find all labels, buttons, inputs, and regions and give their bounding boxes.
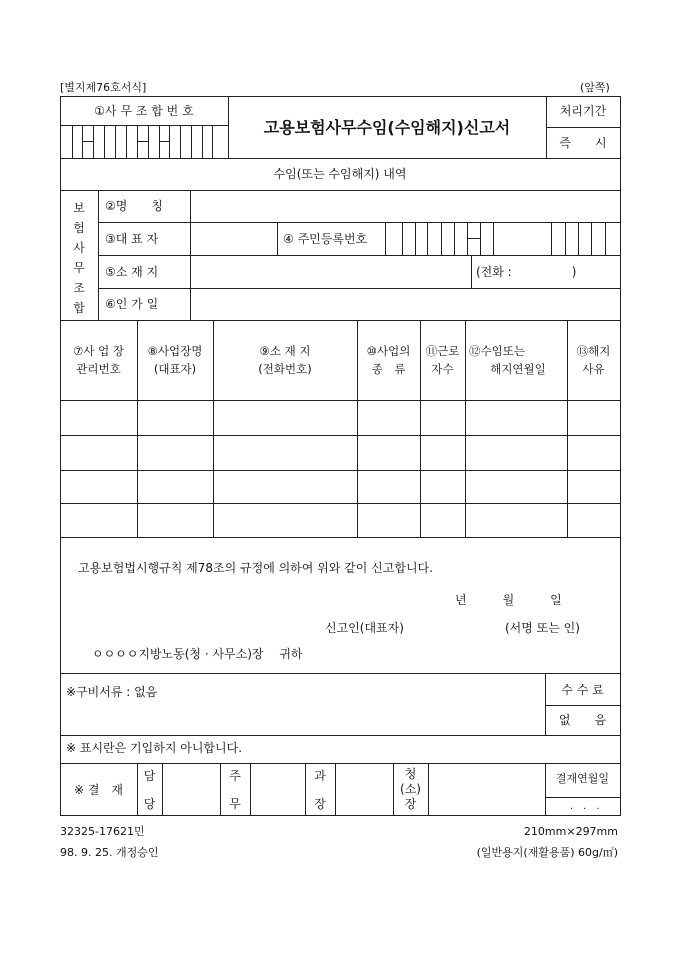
column-header: ⑬해지 (576, 344, 611, 358)
representative-label: ③대 표 자 (105, 232, 159, 246)
approver-title: 당 (143, 797, 156, 811)
declaration-text: 고용보험법시행규칙 제78조의 규정에 의하여 위와 같이 신고합니다. (78, 561, 433, 575)
table-cell[interactable] (61, 504, 136, 536)
table-cell[interactable] (358, 401, 419, 434)
column-header: 사유 (582, 362, 605, 376)
processing-period-label: 처리기간 (559, 104, 607, 118)
table-cell[interactable] (138, 401, 212, 434)
dash-separator (82, 141, 93, 142)
name-label: ②명 칭 (105, 199, 163, 213)
approver-title: (소) (400, 782, 421, 796)
dash-separator (467, 238, 480, 239)
approval-date-label: ⑥인 가 일 (105, 297, 159, 311)
signature-field[interactable]: (서명 또는 인) (505, 621, 580, 635)
fee-value: 없 음 (558, 713, 607, 727)
approver-title: 장 (404, 797, 417, 811)
table-cell[interactable] (568, 504, 619, 536)
signature-box[interactable] (251, 764, 304, 814)
table-cell[interactable] (214, 436, 356, 469)
union-label-char: 무 (73, 261, 85, 275)
notice-text: ※ 표시란은 기입하지 아니합니다. (66, 741, 243, 755)
required-docs: ※구비서류 : 없음 (66, 685, 158, 699)
table-cell[interactable] (61, 401, 136, 434)
table-cell[interactable] (568, 436, 619, 469)
approver-title: 무 (229, 797, 241, 811)
revision-approval: 98. 9. 25. 개정승인 (60, 846, 159, 859)
table-cell[interactable] (466, 471, 566, 502)
table-cell[interactable] (138, 504, 212, 536)
reporter-label: 신고인(대표자) (325, 621, 404, 635)
name-input[interactable] (191, 191, 619, 222)
table-cell[interactable] (214, 471, 356, 502)
union-label-char: 합 (73, 301, 85, 315)
union-label-char: 보 (73, 201, 85, 215)
approval-label: ※ 결 재 (73, 783, 124, 797)
signature-box[interactable] (429, 764, 544, 814)
table-cell[interactable] (421, 504, 464, 536)
table-cell[interactable] (358, 471, 419, 502)
union-label-char: 조 (73, 281, 85, 295)
table-cell[interactable] (421, 471, 464, 502)
page-side: (앞쪽) (580, 81, 610, 94)
column-header: ⑩사업의 (366, 344, 411, 358)
approval-date-input[interactable] (191, 289, 619, 320)
table-cell[interactable] (466, 436, 566, 469)
column-header: 자수 (431, 362, 454, 376)
fee-label: 수 수 료 (561, 683, 604, 697)
approval-date-value[interactable]: . . . (570, 801, 600, 812)
column-header: (전화번호) (258, 362, 312, 376)
table-cell[interactable] (214, 504, 356, 536)
table-cell[interactable] (568, 471, 619, 502)
union-label-char: 사 (73, 241, 85, 255)
paper-type: (일반용지(재활용품) 60g/㎡) (476, 846, 618, 859)
office-number-label: ①사 무 조 합 번 호 (94, 104, 194, 118)
approver-title: 장 (314, 797, 326, 811)
form-title: 고용보험사무수임(수임해지)신고서 (263, 118, 511, 137)
rrn-label: ④ 주민등록번호 (283, 232, 368, 246)
table-cell[interactable] (138, 471, 212, 502)
table-cell[interactable] (568, 401, 619, 434)
column-header: ⑨소 재 지 (259, 344, 311, 358)
column-header: 종 류 (371, 362, 406, 376)
form-id: [별지제76호서식] (60, 81, 147, 94)
form-code: 32325-17621민 (60, 825, 145, 838)
table-cell[interactable] (358, 436, 419, 469)
approval-date-label: 결재연월일 (555, 772, 610, 785)
approver-title: 담 (143, 769, 156, 783)
dash-separator (137, 141, 148, 142)
processing-period-value: 즉 시 (559, 136, 607, 150)
column-header: ⑪근로 (425, 344, 460, 358)
column-header: 관리번호 (76, 362, 121, 376)
address-label: ⑤소 재 지 (105, 265, 159, 279)
table-cell[interactable] (61, 471, 136, 502)
table-cell[interactable] (466, 504, 566, 536)
representative-input[interactable] (191, 223, 277, 255)
column-header: 해지연월일 (490, 362, 546, 376)
phone-field[interactable]: (전화 : ) (476, 265, 577, 279)
table-cell[interactable] (358, 504, 419, 536)
column-header: ⑧사업장명 (147, 344, 203, 358)
approver-title: 주 (229, 769, 241, 783)
approver-title: 과 (314, 769, 326, 783)
column-header: ⑦사 업 장 (73, 344, 124, 358)
approver-title: 청 (404, 767, 417, 781)
column-header: (대표자) (153, 362, 197, 376)
table-cell[interactable] (214, 401, 356, 434)
table-cell[interactable] (61, 436, 136, 469)
table-cell[interactable] (421, 436, 464, 469)
table-cell[interactable] (466, 401, 566, 434)
dash-separator (159, 141, 169, 142)
section-heading: 수임(또는 수임해지) 내역 (273, 167, 407, 181)
addressee: ㅇㅇㅇㅇ지방노동(청 · 사무소)장 귀하 (92, 647, 303, 661)
union-label-char: 험 (73, 221, 85, 235)
signature-box[interactable] (336, 764, 392, 814)
table-cell[interactable] (138, 436, 212, 469)
date-line[interactable]: 년 월 일 (455, 593, 562, 607)
table-cell[interactable] (421, 401, 464, 434)
column-header: ⑫수임또는 (469, 344, 525, 358)
paper-size: 210mm×297mm (523, 825, 618, 838)
union-vertical-label (60, 198, 98, 318)
signature-box[interactable] (163, 764, 219, 814)
address-input[interactable] (191, 256, 471, 288)
